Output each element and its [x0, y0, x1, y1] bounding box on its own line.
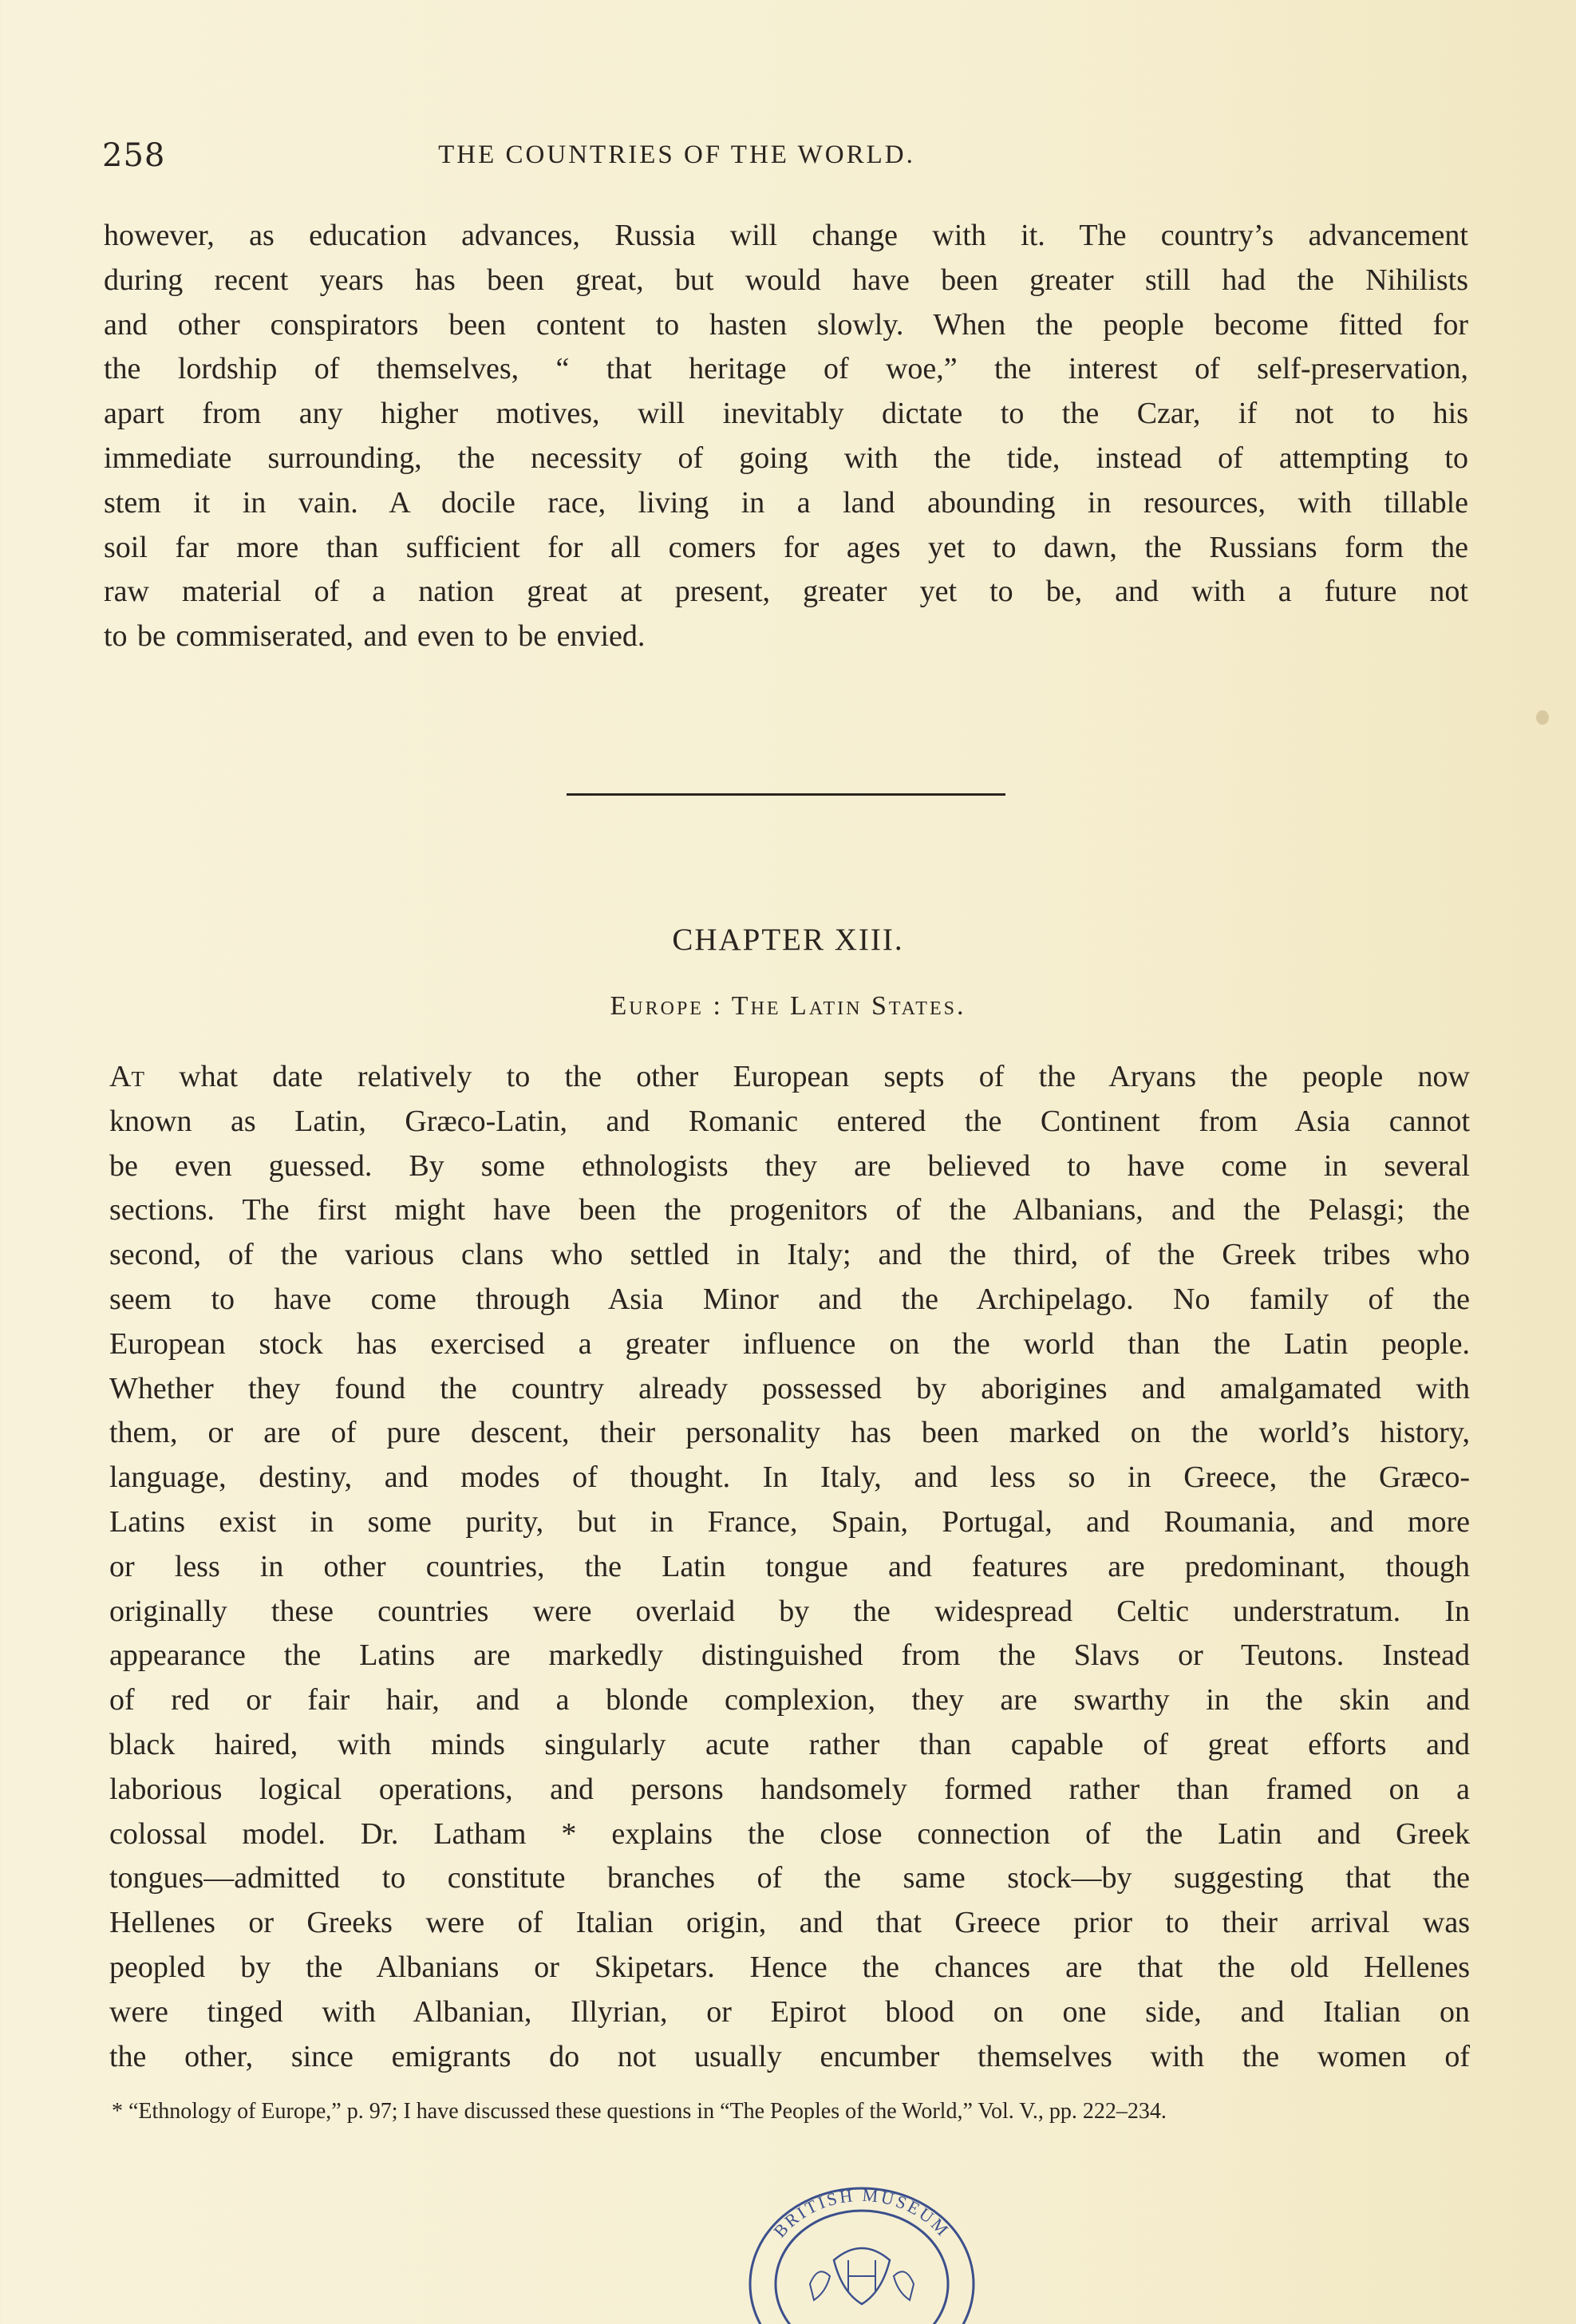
text-line: colossal model. Dr. Latham * explains the close connection of the Latin and Greek: [109, 1816, 1470, 1851]
text-line: second, of the various clans who settled in Italy; and the third, of the Greek tribes who: [109, 1238, 1470, 1272]
text-line: and other conspirators been content to hasten slowly. When the people become fitted for: [104, 307, 1468, 342]
text-line: language, destiny, and modes of thought. In Italy, and less so in Greece, the Græco-: [109, 1460, 1470, 1495]
library-stamp: [746, 2164, 978, 2324]
text-line: Hellenes or Greeks were of Italian origin, and that Greece prior to their arrival was: [109, 1906, 1470, 1940]
paragraph-2: [109, 1055, 1470, 2079]
text-line: laborious logical operations, and persons handsomely formed rather than framed on a: [109, 1772, 1470, 1806]
opening-word: At: [109, 1060, 144, 1093]
text-line: be even guessed. By some ethnologists they are believed to have come in several: [109, 1148, 1470, 1183]
text-line: black haired, with minds singularly acute rather than capable of great efforts and: [109, 1727, 1470, 1761]
running-head: THE COUNTRIES OF THE WORLD.: [438, 140, 915, 169]
stamp-arc-text: BRITISH MUSEUM: [769, 2184, 954, 2242]
text-line: raw material of a nation great at present, greater yet to be, and with a future not: [104, 575, 1468, 609]
stamp-text: [769, 2185, 954, 2242]
paragraph-1: [104, 214, 1468, 659]
crest-unicorn-icon: [894, 2271, 914, 2300]
stamp-inner-ring: [776, 2211, 948, 2324]
text-line-opening: [109, 1055, 1470, 1100]
text-line: or less in other countries, the Latin tongue and features are predominant, though: [109, 1549, 1470, 1583]
chapter-subtitle: Europe : The Latin States.: [610, 991, 966, 1021]
text-line: seem to have come through Asia Minor and the Archipelago. No family of the: [109, 1282, 1470, 1316]
text-line: during recent years has been great, but would have been greater still had the Nihilists: [104, 263, 1468, 297]
text-line: immediate surrounding, the necessity of going with the tide, instead of attempting to: [104, 441, 1468, 475]
crest-lion-icon: [810, 2271, 830, 2300]
text-line: however, as education advances, Russia will change with it. The country’s advancement: [104, 219, 1468, 252]
text-line: known as Latin, Græco-Latin, and Romanic entered the Continent from Asia cannot: [109, 1104, 1470, 1138]
text-line: Whether they found the country already possessed by aborigines and amalgamated with: [109, 1371, 1470, 1405]
section-divider: [567, 793, 1005, 796]
text-line: soil far more than sufficient for all comers for ages yet to dawn, the Russians form the: [104, 530, 1468, 564]
text-line: the other, since emigrants do not usually encumber themselves with the women of: [109, 2039, 1470, 2073]
text-line: appearance the Latins are markedly distinguished from the Slavs or Teutons. Instead: [109, 1638, 1470, 1673]
text-line: were tinged with Albanian, Illyrian, or Epirot blood on one side, and Italian on: [109, 1994, 1470, 2029]
text-line: the lordship of themselves, “ that heritage of woe,” the interest of self-preservation,: [104, 352, 1468, 386]
text-line: them, or are of pure descent, their personality has been marked on the world’s history,: [109, 1416, 1470, 1450]
text-line: stem it in vain. A docile race, living in a land abounding in resources, with tillable: [104, 485, 1468, 520]
footnote: * “Ethnology of Europe,” p. 97; I have discussed these questions in “The Peoples of the World,” Vol. V., pp. 222–234.: [112, 2099, 1167, 2124]
text-line: sections. The first might have been the progenitors of the Albanians, and the Pelasgi; the: [109, 1193, 1470, 1227]
text-line: to be commiserated, and even to be envied.: [104, 619, 646, 654]
text-line: Latins exist in some purity, but in France, Spain, Portugal, and Roumania, and more: [109, 1504, 1470, 1539]
text-line: tongues—admitted to constitute branches of the same stock—by suggesting that the: [109, 1861, 1470, 1895]
paper-blemish: [1536, 710, 1549, 725]
text-line: of red or fair hair, and a blonde complexion, they are swarthy in the skin and: [109, 1683, 1470, 1717]
text-line: originally these countries were overlaid by the widespread Celtic understratum. In: [109, 1594, 1470, 1628]
text-line: European stock has exercised a greater influence on the world than the Latin people.: [109, 1326, 1470, 1361]
crest-detail-icon: [848, 2260, 875, 2292]
stamp-seal: [750, 2188, 974, 2324]
opening-line-rest: what date relatively to the other European septs of the Aryans the people now: [144, 1060, 1470, 1093]
page-number: 258: [102, 137, 166, 174]
text-line: peopled by the Albanians or Skipetars. Hence the chances are that the old Hellenes: [109, 1950, 1470, 1984]
text-line: apart from any higher motives, will inevitably dictate to the Czar, if not to his: [104, 397, 1468, 431]
chapter-title: CHAPTER XIII.: [672, 923, 904, 957]
page-header: [102, 137, 1467, 185]
